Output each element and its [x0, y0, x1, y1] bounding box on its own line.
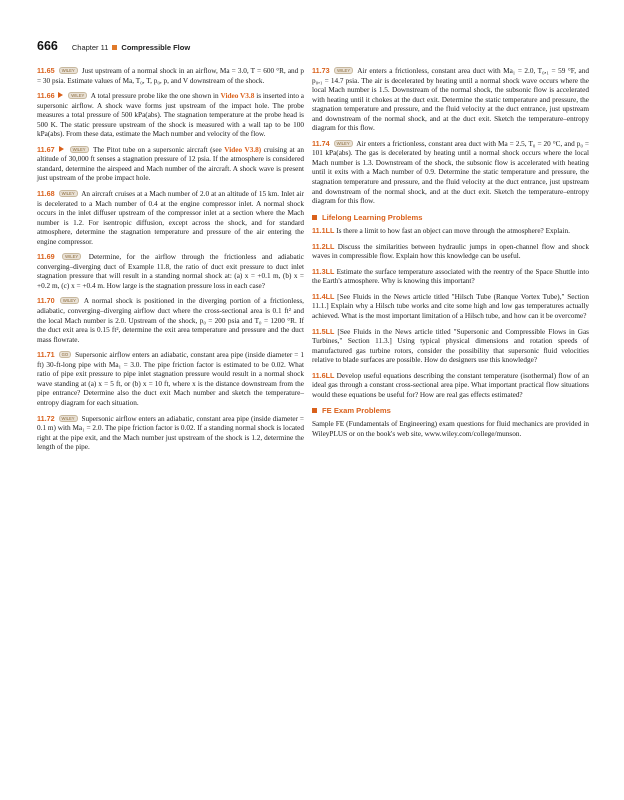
page-header [37, 39, 190, 53]
problem-text: Supersonic airflow enters an adiabatic, constant area pipe (inside diameter = 1 ft) 30-ft-long pipe with Ma₁ = 3.0. The pipe friction factor is estimated to be 0.02. What ratio of pipe exit pressure to pipe inlet stagnation pressure would result in a normal shock wave standing at (a) x = 5 ft, or (b) x = 10 ft, where x is the distance downstream from the pipe entrance? Determine also the duct exit Mach number and sketch the temperature–entropy diagram for each situation. [37, 351, 305, 407]
section-heading-lifelong [312, 213, 589, 223]
wiley-badge-icon: WILEY [334, 67, 353, 74]
problem-text: cruising at an altitude of 30,000 ft senses a stagnation pressure of 12 psia. If the atmosphere is considered standard, determine the airspeed and Mach number of the aircraft. A shock wave is present just upstream of the probe impact hole. [37, 145, 305, 183]
right-column [312, 66, 589, 444]
problem [37, 189, 304, 247]
problem-number: 11.66 [37, 91, 55, 101]
wiley-badge-icon: WILEY [59, 67, 78, 74]
section-square-icon [312, 215, 317, 220]
problem [37, 296, 304, 345]
problem-number: 11.3LL [312, 266, 335, 276]
problem-number: 11.69 [37, 252, 55, 262]
problem-number: 11.4LL [312, 291, 335, 301]
problem-text: The Pitot tube on a supersonic aircraft (see [92, 145, 222, 154]
lifelong-problem [312, 327, 589, 366]
problem-text: [See Fluids in the News article titled "Supersonic and Compressible Flows in Gas Turbines," Section 11.3.] Using typical physical dimensions and rotation speeds of manufactured gas turbine rotors, consider the possibility that supersonic fluid velocities relative to blade surfaces are possible. How do designers use this knowledge? [312, 327, 590, 365]
fe-text: Sample FE (Fundamentals of Engineering) exam questions for fluid mechanics are provided in WileyPLUS or on the book's web site, www.wiley.com/college/munson. [312, 419, 589, 438]
wiley-badge-icon: WILEY [59, 415, 78, 422]
lifelong-problem [312, 267, 589, 287]
problem-number: 11.71 [37, 350, 55, 360]
problem-text: Discuss the similarities between hydraulic jumps in open-channel flow and shock waves in compressible flow. Explain how this knowledge can be useful. [312, 242, 589, 261]
wiley-badge-icon: WILEY [334, 140, 353, 147]
problem-text: Air enters a frictionless, constant area duct with Ma = 2.5, T₀ = 20 °C, and p₀ = 101 kPa(abs). The gas is decelerated by heating until a normal shock occurs where the local Mach number is 1.3. Downstream of the shock, the subsonic flow is accelerated with heating until it exits with a Mach number of 0.9. Determine the static temperature and pressure, the stagnation temperature and pressure, and the fluid velocity at the duct entrance, just upstream and downstream of the normal shock, and at the duct exit. Sketch the temperature–entropy diagram for this flow. [312, 139, 590, 206]
problem-number: 11.65 [37, 66, 55, 75]
section-heading-fe [312, 406, 589, 416]
go-badge-icon: GO [59, 351, 72, 358]
problem [37, 91, 304, 140]
problem-number: 11.67 [37, 144, 55, 154]
wiley-badge-icon: WILEY [60, 297, 79, 304]
problem-text: A normal shock is positioned in the diverging portion of a frictionless, adiabatic, converging–diverging airflow duct where the cross-sectional area is 0.1 ft² and the local Mach number is 2.0. Upstream of the shock, p₀ = 200 psia and T₀ = 1200 °R. If the duct exit area is 0.15 ft², determine the exit area temperature and pressure and the duct mass flowrate. [37, 297, 304, 344]
problem [37, 350, 304, 408]
video-play-icon[interactable] [58, 92, 63, 98]
problem-number: 11.74 [312, 138, 330, 148]
chapter-label: Chapter 11 [71, 43, 109, 52]
wiley-badge-icon: WILEY [62, 253, 81, 260]
wiley-badge-icon: WILEY [68, 92, 87, 99]
problem [312, 139, 589, 207]
problem-number: 11.6LL [312, 370, 335, 380]
lifelong-problem [312, 371, 589, 401]
problem-number: 11.1LL [312, 226, 335, 236]
problem-text: A total pressure probe like the one shown in [90, 92, 219, 101]
problem [37, 414, 304, 453]
problem-number: 11.72 [37, 413, 55, 423]
problem-text: Is there a limit to how fast an object can move through the atmosphere? Explain. [336, 227, 570, 236]
problem-number: 11.2LL [312, 241, 335, 251]
wiley-badge-icon: WILEY [59, 190, 78, 197]
problem-text: Supersonic airflow enters an adiabatic, constant area pipe (inside diameter = 0.1 m) with Ma₁ = 2.0. The pipe friction factor is 0.02. If a standing normal shock is located right at the pipe exit, and the Mach number just upstream of the shock is 1.2, determine the length of the pipe. [37, 414, 304, 452]
problem-text: [See Fluids in the News article titled "Hilsch Tube (Ranque Vortex Tube)," Section 11.1.] Explain why a Hilsch tube works and cite some high and low gas temperatures actually achieved. What is the most important limitation of a Hilsch tube, and how can it be overcome? [312, 292, 589, 321]
problem-text: Air enters a frictionless, constant area duct with Ma₁ = 2.0, T₀,₁ = 59 °F, and p₀,₁ = 14.7 psia. The air is decelerated by heating until a normal shock wave occurs where the local Mach number is 1.5. Downstream of the normal shock, the subsonic flow is accelerated with heating until it chokes at the duct exit. Determine the static temperature and pressure, the stagnation temperature and pressure, and the fluid velocity at the duct entrance, just upstream and downstream of the normal shock, and at the duct exit. Sketch the temperature–entropy diagram for this flow. [312, 67, 589, 133]
problem-text: Estimate the surface temperature associated with the reentry of the Space Shuttle into the Earth's atmosphere. Why is knowing this important? [312, 267, 590, 286]
lifelong-problem [312, 242, 589, 262]
lifelong-problem [312, 292, 589, 322]
problem [37, 66, 304, 86]
section-title: Lifelong Learning Problems [322, 212, 423, 222]
problem-text: Determine, for the airflow through the frictionless and adiabatic converging–diverging duct of Example 11.8, the ratio of duct exit pressure to duct inlet stagnation pressure that will result in a standing normal shock at: (a) x = +0.1 m, (b) x = +0.2 m, (c) x = +0.4 m. How large is the stagnation pressure loss in each case? [37, 253, 304, 290]
problem-text: An aircraft cruises at a Mach number of 2.0 at an altitude of 15 km. Inlet air is decelerated to a Mach number of 0.4 at the engine compressor inlet. A normal shock occurs in the inlet diffuser upstream of the compressor inlet at a section where the Mach number is 1.2. For isentropic diffusion, except across the shock, and for standard atmosphere, determine the stagnation temperature and pressure of the air entering the engine compressor. [37, 190, 304, 246]
wiley-badge-icon: WILEY [70, 146, 89, 153]
video-play-icon[interactable] [59, 146, 64, 152]
section-square-icon [312, 408, 317, 413]
page-number: 666 [37, 39, 58, 53]
section-title: FE Exam Problems [322, 406, 391, 416]
problem [312, 66, 589, 134]
chapter-title: Compressible Flow [121, 43, 191, 52]
lifelong-problem [312, 226, 589, 237]
problem-number: 11.5LL [312, 326, 335, 336]
left-column [37, 66, 304, 458]
problem-text: Just upstream of a normal shock in an airflow, Ma = 3.0, T = 600 °R, and p = 30 psia. Estimate values of Ma, T₀, T, p₀, p, and V downstream of the shock. [37, 67, 305, 85]
problem-text: Develop useful equations describing the constant temperature (isothermal) flow of an ideal gas through a constant cross-sectional area pipe. What important practical flow situations would these equations be useful for? How are real gas effects estimated? [312, 371, 590, 399]
problem-text: is inserted into a supersonic airflow. A shock wave forms just upstream of the impact hole. The probe measures a total pressure of 500 kPa(abs). The stagnation temperature at the probe head is 500 K. The static pressure upstream of the shock is measured with a wall tap to be 100 kPa(abs). From these data, estimate the Mach number and velocity of the flow. [37, 92, 305, 139]
video-link[interactable]: Video V3.8) [224, 145, 262, 154]
video-link[interactable]: Video V3.8 [220, 92, 255, 101]
problem-number: 11.68 [37, 189, 55, 199]
header-square-icon [112, 45, 117, 50]
problem-number: 11.70 [37, 296, 55, 306]
problem [37, 252, 304, 291]
problem [37, 145, 304, 184]
problem-number: 11.73 [312, 66, 330, 75]
